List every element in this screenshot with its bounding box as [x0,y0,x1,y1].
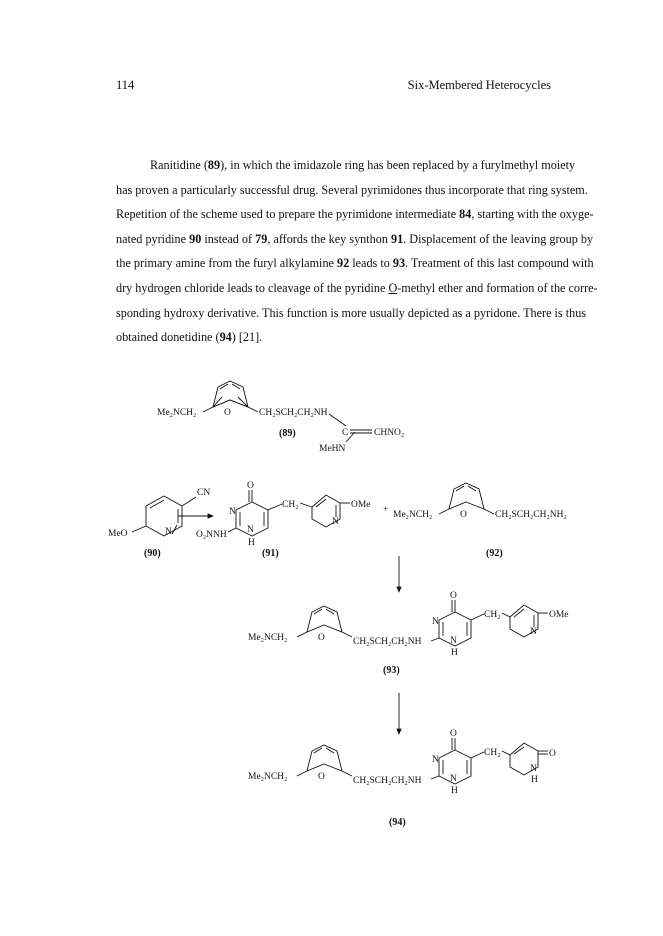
c90-meo: MeO [108,529,128,539]
c94-n1: N [432,755,439,765]
c93-h: H [451,648,458,658]
c89-left: Me₂NCH₂ [157,408,197,418]
c94-n3: N [450,774,457,784]
text-line-2: has proven a particularly successful drug. Several pyrimidones thus incorporate that ring system. [116,182,588,197]
compound-93-structure [297,600,548,646]
c93-o: O [450,591,457,601]
text-line-6: dry hydrogen chloride leads to cleavage of the pyridine O-methyl ether and formation of the corre- [116,280,598,295]
compound-94-structure [297,738,548,784]
c89-label: (89) [279,428,296,439]
text-line-4: nated pyridine 90 instead of 79, affords the key synthon 91. Displacement of the leaving group by [116,231,594,246]
c92-left: Me₂NCH₂ [393,510,433,520]
c91-label: (91) [262,548,279,559]
c90-n: N [165,527,172,537]
text-line-1: Ranitidine (89), in which the imidazole ring has been replaced by a furylmethyl moiety [150,158,576,172]
c91-o: O [247,481,254,491]
c89-o: O [224,408,231,418]
c92-label: (92) [486,548,503,559]
c93-left: Me₂NCH₂ [248,633,288,643]
c94-fo: O [318,772,325,782]
c89-ene-right: CHNO₂ [374,428,405,438]
c94-npy: N [530,764,537,774]
c89-ene: C [342,428,349,438]
text-line-7: sponding hydroxy derivative. This function is more usually depicted as a pyridone. There is thus [116,305,587,320]
compound-93-text [248,591,569,676]
c91-o2nnh: O₂NNH [196,530,227,540]
running-head: Six-Membered Heterocycles [407,78,551,92]
c91-n3: N [247,525,254,535]
c93-label: (93) [383,665,400,676]
c91-npy: N [332,517,339,527]
c91-n1: N [229,507,236,517]
plus-sign: + [383,505,389,515]
c94-ch2: CH₂ [484,748,501,758]
c94-oxo: O [549,749,556,759]
text-line-5: the primary amine from the furyl alkylamine 92 leads to 93. Treatment of this last compound with [116,256,594,271]
c92-chain: CH₂SCH₂CH₂NH₂ [495,510,567,520]
compound-92-text [393,510,567,559]
c93-chain: CH₂SCH₂CH₂NH [353,637,422,647]
c89-mehn: MeHN [319,444,346,454]
c93-n3: N [450,636,457,646]
text-line-8: obtained donetidine (94) [21]. [116,330,263,345]
page-number: 114 [116,78,135,92]
compound-94-text [248,729,556,828]
c93-ch2: CH₂ [484,610,501,620]
c93-n1: N [432,617,439,627]
c91-ch2: CH₂ [282,500,299,510]
c92-o: O [460,510,467,520]
compound-91-text [196,481,371,559]
c94-label: (94) [389,817,406,828]
c91-h: H [248,538,255,548]
c94-o: O [450,729,457,739]
c93-ome: OMe [549,610,569,620]
c90-cn: CN [197,488,211,498]
c93-fo: O [318,633,325,643]
c91-ome: OMe [351,500,371,510]
c94-hpy: H [531,775,538,785]
c93-npy: N [530,627,537,637]
c94-h: H [451,786,458,796]
compound-89-text [157,408,404,454]
c89-chain: CH₂SCH₂CH₂NH [259,408,328,418]
c94-left: Me₂NCH₂ [248,772,288,782]
c94-chain: CH₂SCH₂CH₂NH [353,776,422,786]
text-line-3: Repetition of the scheme used to prepare the pyrimidone intermediate 84, starting with the oxyge- [116,207,594,222]
c90-label: (90) [144,548,161,559]
